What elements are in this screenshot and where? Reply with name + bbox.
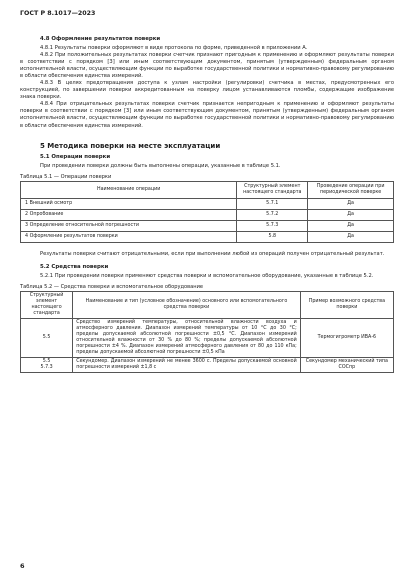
paragraph-negative-results: Результаты поверки считают отрицательными, если при выполнении любой из операций получен отрицательный результат.	[40, 250, 385, 257]
header-tool-name-type: Наименование и тип (условное обозначение) основного или вспомогательного средства поверки	[73, 291, 301, 318]
operation-name: 1 Внешний осмотр	[21, 198, 237, 209]
periodic-flag: Да	[308, 220, 394, 231]
structural-element: 5.5	[21, 318, 73, 357]
header-structural-element: Структурный элемент настоящего стандарта	[21, 291, 73, 318]
structural-element: 5.7.1	[237, 198, 308, 209]
periodic-flag: Да	[308, 209, 394, 220]
document-header: ГОСТ Р 8.1017—2023	[20, 10, 96, 17]
table-row	[21, 220, 394, 231]
operation-name: 3 Определение относительной погрешности	[21, 220, 237, 231]
table-5-1-caption: Таблица 5.1 — Операции поверки	[20, 173, 112, 180]
structural-element: 5.7.3	[237, 220, 308, 231]
table-row	[21, 198, 394, 209]
verification-tools-table	[20, 291, 394, 373]
table-5-2-caption: Таблица 5.2 — Средства поверки и вспомогательное оборудование	[20, 283, 204, 290]
page-number: 6	[20, 562, 25, 570]
operation-name: 2 Опробование	[21, 209, 237, 220]
header-operation-name: Наименование операции	[21, 181, 237, 198]
section-5-title: 5 Методика поверки на месте эксплуатации	[40, 141, 221, 150]
paragraph-4-8-3: 4.8.3 В целях предотвращения доступа к узлам настройки (регулировки) счетчика в местах, предусмотренных его конструкцией, по завершении поверки аккредитованным на поверку лицом устанавливаются пломбы, содержащие изображение знака поверки.	[20, 80, 394, 101]
table-row	[21, 357, 394, 372]
section-4-8-title: 4.8 Оформление результатов поверки	[40, 36, 161, 42]
structural-element: 5.7.2	[237, 209, 308, 220]
table-row	[21, 231, 394, 242]
table-row	[21, 318, 394, 357]
operations-table	[20, 181, 394, 243]
header-structural-element: Структурный элемент настоящего стандарта	[237, 181, 308, 198]
structural-element: 5.5 5.7.3	[21, 357, 73, 372]
table-header-row	[21, 291, 394, 318]
tool-description: Средство измерений температуры, относительной влажности воздуха и атмосферного давления. Диапазон измерений температуры от 10 °С до 30 °С; пределы допускаемой абсолютной погрешности ±0,5 °С. Диапазон измерений относительной влажности от 30 % до 80 %; пределы допускаемой абсолютной погрешности ±4 %. Диапазон измерений атмосферного давления от 80 до 110 кПа; пределы допускаемой абсолютной погрешности ±0,5 кПа	[73, 318, 301, 357]
paragraph-4-8-2: 4.8.2 При положительных результатах поверки счетчик признают пригодным к применению и оформляют результаты поверки в соответствии с порядком [3] или иным соответствующим документом, принятым (утвержденным) федеральным органом исполнительной власти, осуществляющим функции по выработке государственной политики и нормативно-правовому регулированию в области обеспечения единства измерений.	[20, 52, 394, 80]
periodic-flag: Да	[308, 198, 394, 209]
paragraph-5-1: При проведении поверки должны быть выполнены операции, указанные в таблице 5.1.	[40, 162, 281, 169]
operation-name: 4 Оформление результатов поверки	[21, 231, 237, 242]
tool-example: Термогигрометр ИВА-6	[300, 318, 393, 357]
section-5-2-title: 5.2 Средства поверки	[40, 263, 109, 270]
table-row	[21, 209, 394, 220]
paragraph-4-8-1: 4.8.1 Результаты поверки оформляют в виде протокола по форме, приведенной в приложении А.	[40, 45, 308, 51]
section-5-1-title: 5.1 Операции поверки	[40, 153, 111, 160]
header-periodic-verification: Проведение операции при периодической поверке	[308, 181, 394, 198]
paragraph-5-2-1: 5.2.1 При проведении поверки применяют средства поверки и вспомогательное оборудование, указанные в таблице 5.2.	[40, 272, 374, 279]
table-header-row	[21, 181, 394, 198]
tool-example: Секундомер механический типа СОСпр	[300, 357, 393, 372]
structural-element: 5.8	[237, 231, 308, 242]
tool-description: Секундомер. Диапазон измерений не менее 3600 с. Пределы допускаемой основной погрешности измерений ±1,8 с	[73, 357, 301, 372]
paragraph-4-8-4: 4.8.4 При отрицательных результатах поверки счетчик признается непригодным к применению и оформляют результаты поверки в соответствии с порядком [3] или иным соответствующим документом, принятым (утвержденным) федеральным органом исполнительной власти, осуществляющим функции по выработке государственной политики и нормативно-правовому регулированию в области обеспечения единства измерений.	[20, 101, 394, 129]
periodic-flag: Да	[308, 231, 394, 242]
header-tool-example: Пример возможного средства поверки	[300, 291, 393, 318]
